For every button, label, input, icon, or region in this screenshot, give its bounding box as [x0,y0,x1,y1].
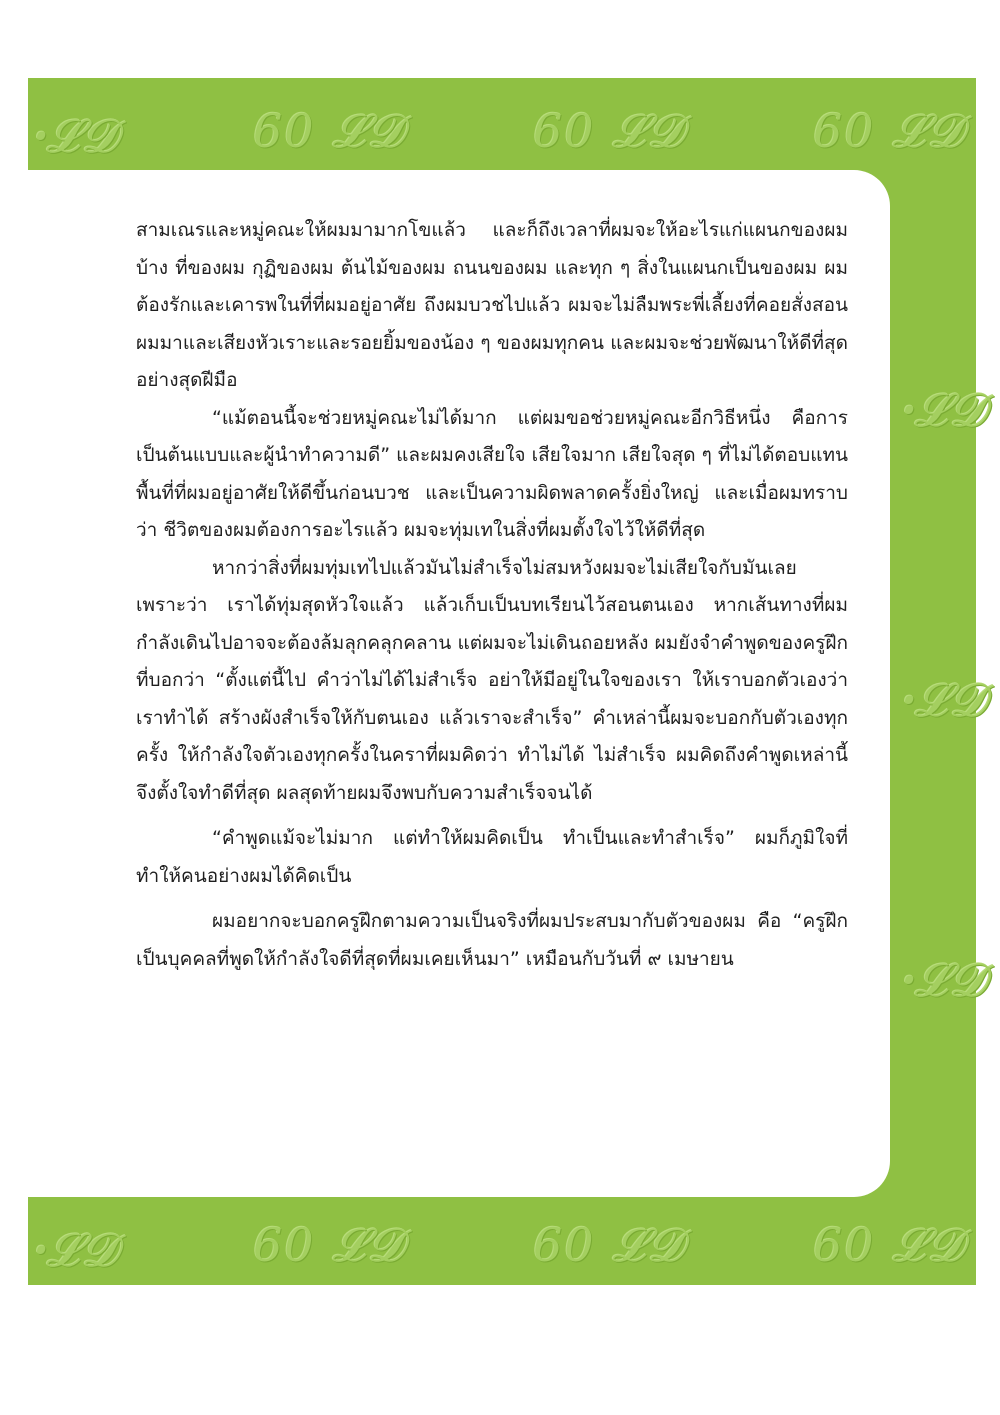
watermark-logo: 60 𝓛𝓓 [253,104,405,158]
paragraph: หากว่าสิ่งที่ผมทุ่มเทไปแล้วมันไม่สำเร็จไม่สมหวังผมจะไม่เสียใจกับมันเลย เพราะว่า เราได้ทุ่มสุดหัวใจแล้ว แล้วเก็บเป็นบทเรียนไว้สอนตนเอง หากเส้นทางที่ผมกำลังเดินไปอาจจะต้องล้มลุกคลุกคลาน แต่ผมจะไม่เดินถอยหลัง ผมยังจำคำพูดของครูฝึกที่บอกว่า “ตั้งแต่นี้ไป คำว่าไม่ได้ไม่สำเร็จ อย่าให้มีอยู่ในใจของเรา ให้เราบอกตัวเองว่า เราทำได้ สร้างผังสำเร็จให้กับตนเอง แล้วเราจะสำเร็จ” คำเหล่านี้ผมจะบอกกับตัวเองทุกครั้ง ให้กำลังใจตัวเองทุกครั้งในคราที่ผมคิดว่า ทำไม่ได้ ไม่สำเร็จ ผมคิดถึงคำพูดเหล่านี้ จึงตั้งใจทำดีที่สุด ผลสุดท้ายผมจึงพบกับความสำเร็จจนได้ [136,556,848,804]
watermark-logo: 60 𝓛𝓓 [253,1218,405,1272]
watermark-logo: ꞏ𝓛𝓓 [898,953,987,1007]
watermark-logo: ꞏ𝓛𝓓 [30,1223,119,1277]
watermark-logo: 60 𝓛𝓓 [813,104,965,158]
watermark-logo: ꞏ𝓛𝓓 [898,383,987,437]
paragraph: “คำพูดแม้จะไม่มาก แต่ทำให้ผมคิดเป็น ทำเป็นและทำสำเร็จ” ผมก็ภูมิใจที่ทำให้คนอย่างผมได้คิดเป็น [136,827,848,887]
watermark-logo: 60 𝓛𝓓 [533,104,685,158]
paragraph: ผมอยากจะบอกครูฝึกตามความเป็นจริงที่ผมประสบมากับตัวของผม คือ “ครูฝึกเป็นบุคคลที่พูดให้กำลังใจดีที่สุดที่ผมเคยเห็นมา” เหมือนกับวันที่ ๙ เมษายน [136,910,848,970]
watermark-logo: 60 𝓛𝓓 [813,1218,965,1272]
watermark-logo: ꞏ𝓛𝓓 [898,673,987,727]
content-panel [28,170,890,1197]
paragraph: “แม้ตอนนี้จะช่วยหมู่คณะไม่ได้มาก แต่ผมขอช่วยหมู่คณะอีกวิธีหนึ่ง คือการเป็นต้นแบบและผู้นำทำความดี” และผมคงเสียใจ เสียใจมาก เสียใจสุด ๆ ที่ไม่ได้ตอบแทนพื้นที่ที่ผมอยู่อาศัยให้ดีขึ้นก่อนบวช และเป็นความผิดพลาดครั้งยิ่งใหญ่ และเมื่อผมทราบว่า ชีวิตของผมต้องการอะไรแล้ว ผมจะทุ่มเทในสิ่งที่ผมตั้งใจไว้ให้ดีที่สุด [136,406,848,541]
paragraph: สามเณรและหมู่คณะให้ผมมามากโขแล้ว และก็ถึงเวลาที่ผมจะให้อะไรแก่แผนกของผมบ้าง ที่ของผม กุฏิของผม ต้นไม้ของผม ถนนของผม และทุก ๆ สิ่งในแผนกเป็นของผม ผมต้องรักและเคารพในที่ที่ผมอยู่อาศัย ถึงผมบวชไปแล้ว ผมจะไม่ลืมพระพี่เลี้ยงที่คอยสั่งสอนผมมาและเสียงหัวเราะและรอยยิ้มของน้อง ๆ ของผมทุกคน และผมจะช่วยพัฒนาให้ดีที่สุดอย่างสุดฝีมือ [136,219,848,391]
watermark-logo: ꞏ𝓛𝓓 [30,109,119,163]
body-text [136,212,848,978]
watermark-logo: 60 𝓛𝓓 [533,1218,685,1272]
